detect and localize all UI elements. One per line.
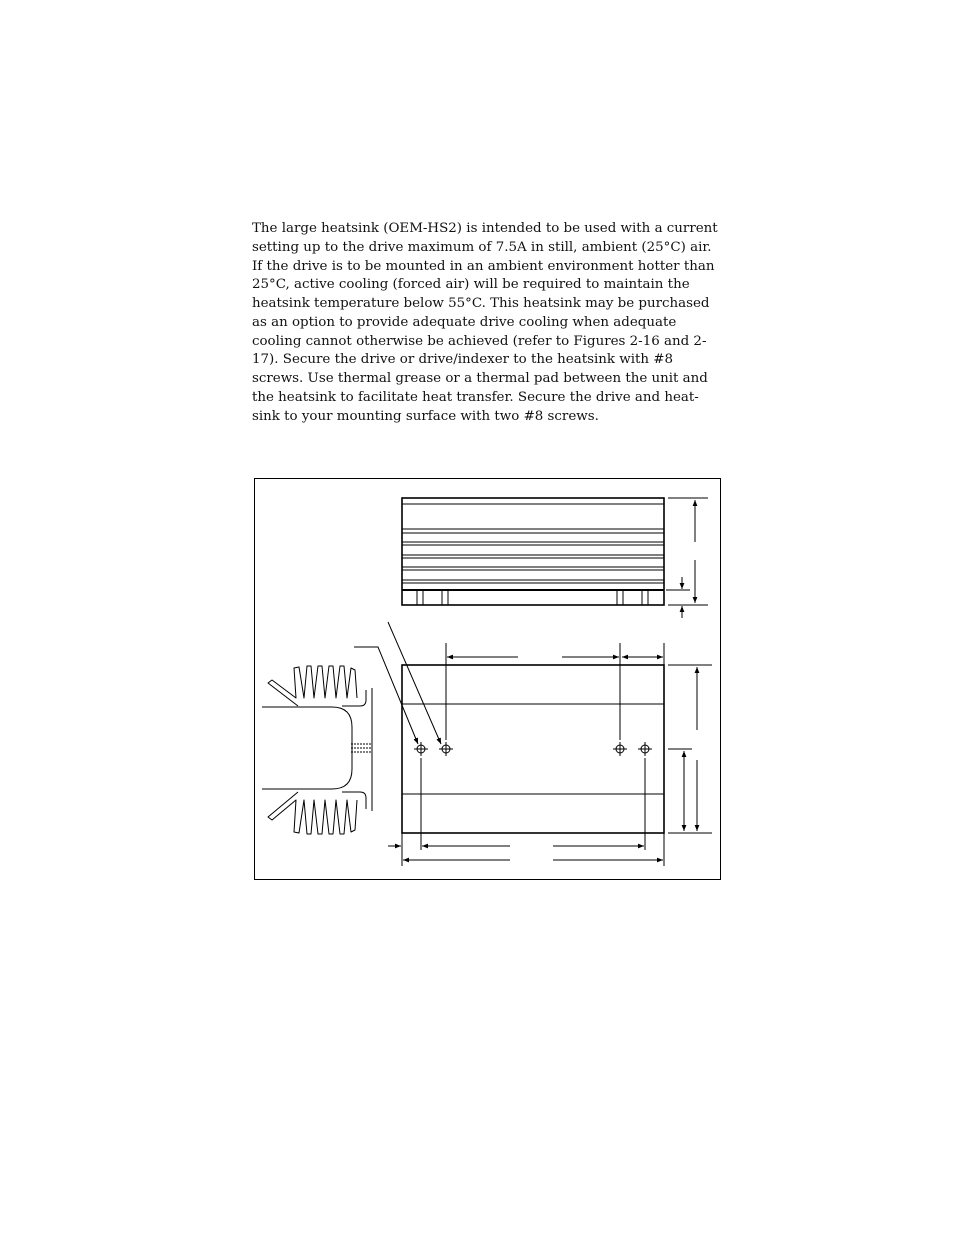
paragraph-line: heatsink temperature below 55°C. This heatsink may be purchased (252, 296, 710, 311)
mounting-hole-icon (613, 742, 627, 756)
paragraph-line: 17). Secure the drive or drive/indexer to the heatsink with #8 (252, 352, 673, 368)
paragraph-line: If the drive is to be mounted in an ambient environment hotter than (252, 258, 715, 274)
side-view-dimensions (666, 498, 708, 618)
paragraph-line: setting up to the drive maximum of 7.5A in still, ambient (25°C) air. (252, 239, 712, 255)
mounting-hole-icon (414, 742, 428, 756)
paragraph-line: The large heatsink (OEM-HS2) is intended to be used with a current (252, 221, 718, 236)
paragraph-line: screws. Use thermal grease or a thermal pad between the unit and (252, 371, 708, 386)
mounting-hole-icon (638, 742, 652, 756)
heatsink-plan-view (402, 643, 664, 866)
paragraph-line: cooling cannot otherwise be achieved (refer to Figures 2-16 and 2- (252, 333, 707, 349)
paragraph-line: 25°C, active cooling (forced air) will be required to maintain the (252, 277, 690, 293)
paragraph-line: sink to your mounting surface with two #8 screws. (252, 408, 599, 424)
heatsink-side-view (402, 498, 664, 605)
paragraph-line: the heatsink to facilitate heat transfer. Secure the drive and heat- (252, 389, 699, 405)
paragraph-line: as an option to provide adequate drive cooling when adequate (252, 314, 677, 330)
mounting-hole-icon (439, 742, 453, 756)
hole-leader-lines (354, 622, 441, 744)
heatsink-end-view (262, 666, 372, 834)
